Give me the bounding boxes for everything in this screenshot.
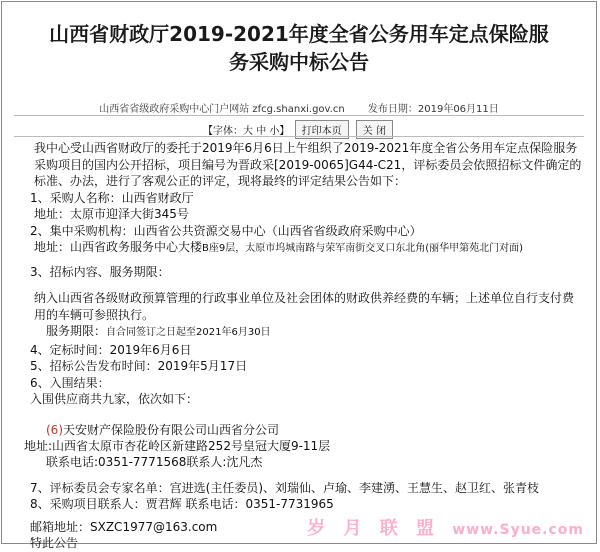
section-8: 8、采购项目联系人：贾君辉 联系电话：0351-7731965 xyxy=(30,497,334,511)
section-3-text: 纳入山西省各级财政预算管理的行政事业单位及社会团体的财政供养经费的车辆；上述单位自行支付费用的车辆可参照执行。 xyxy=(34,291,575,322)
print-button[interactable]: 打印本页 xyxy=(295,120,349,139)
watermark-url: www.Syue.com xyxy=(452,522,584,538)
section-7: 7、评标委员会专家名单：宫进选(主任委员)、刘瑞仙、卢瑜、李建湧、王慧生、赵卫红、张青枝 xyxy=(30,480,540,495)
vendor-entry xyxy=(12,422,584,470)
section-3: 3、招标内容、服务期限： xyxy=(30,264,170,279)
section-2-address-label: 地址：山西省政务服务中心大楼 xyxy=(34,240,203,254)
watermark-logo xyxy=(307,514,584,540)
divider-top xyxy=(14,115,584,116)
service-period xyxy=(12,323,584,342)
source-meta xyxy=(2,100,596,115)
watermark-text: 岁 月 联 盟 xyxy=(307,518,440,539)
vendor-number: (6) xyxy=(46,422,63,437)
section-2: 2、集中采购机构：山西省公共资源交易中心（山西省省级政府采购中心） xyxy=(30,223,422,238)
font-size-control[interactable]: 【字体：大 中 小】 xyxy=(203,126,290,137)
contact-email: 邮箱地址：SXZC1977@163.com xyxy=(30,519,218,534)
vendor-name: 天安财产保险股份有限公司山西省分公司 xyxy=(63,422,280,437)
section-5: 5、招标公告发布时间：2019年5月17日 xyxy=(30,359,248,373)
announcement-page xyxy=(1,1,597,550)
source-site: 山西省省级政府采购中心门户网站 zfcg.shanxi.gov.cn xyxy=(99,104,345,115)
vendor-name-line xyxy=(46,422,584,438)
vendor-address: 地址:山西省太原市杏花岭区新建路252号皇冠大厦9-11层 xyxy=(24,438,331,453)
vendor-phone: 联系电话:0351-7771568联系人:沈凡杰 xyxy=(46,454,263,469)
section-2-address xyxy=(12,239,584,258)
publish-date: 发布日期：2019年06月11日 xyxy=(367,104,499,115)
close-button[interactable]: 关 闭 xyxy=(356,120,393,139)
service-period-label: 服务期限： xyxy=(46,324,107,338)
section-2-address-detail: B座9层，太原市坞城南路与荣军南街交叉口东北角(丽华甲第苑北门对面) xyxy=(202,243,524,254)
title-line-1: 山西省财政厅2019-2021年度全省公务用车定点保险服 xyxy=(49,22,549,46)
announcement-body xyxy=(12,140,584,552)
intro-paragraph: 我中心受山西省财政厅的委托于2019年6月6日上午组织了2019-2021年度全省公务用车定点保险服务采购项目的国内公开招标，项目编号为晋政采[2019-0065]G44-C21，评标委员会依照招标文件确定的标准、办法，进行了客观公正的评定，现将最终的评定结果公告如下： xyxy=(34,141,582,188)
page-title xyxy=(2,20,596,76)
closing-text: 特此公告 xyxy=(30,536,79,550)
section-4: 4、定标时间：2019年6月6日 xyxy=(30,342,192,357)
title-line-2: 务采购中标公告 xyxy=(229,50,369,74)
section-6: 6、入围结果： xyxy=(30,375,110,390)
section-6-text: 入围供应商共九家，依次如下： xyxy=(30,392,199,406)
section-1: 1、采购人名称：山西省财政厅 xyxy=(30,190,194,205)
section-1-address: 地址：太原市迎泽大街345号 xyxy=(34,207,189,221)
service-period-value: 自合同签订之日起至2021年6月30日 xyxy=(106,327,271,338)
divider-bottom xyxy=(14,136,584,137)
